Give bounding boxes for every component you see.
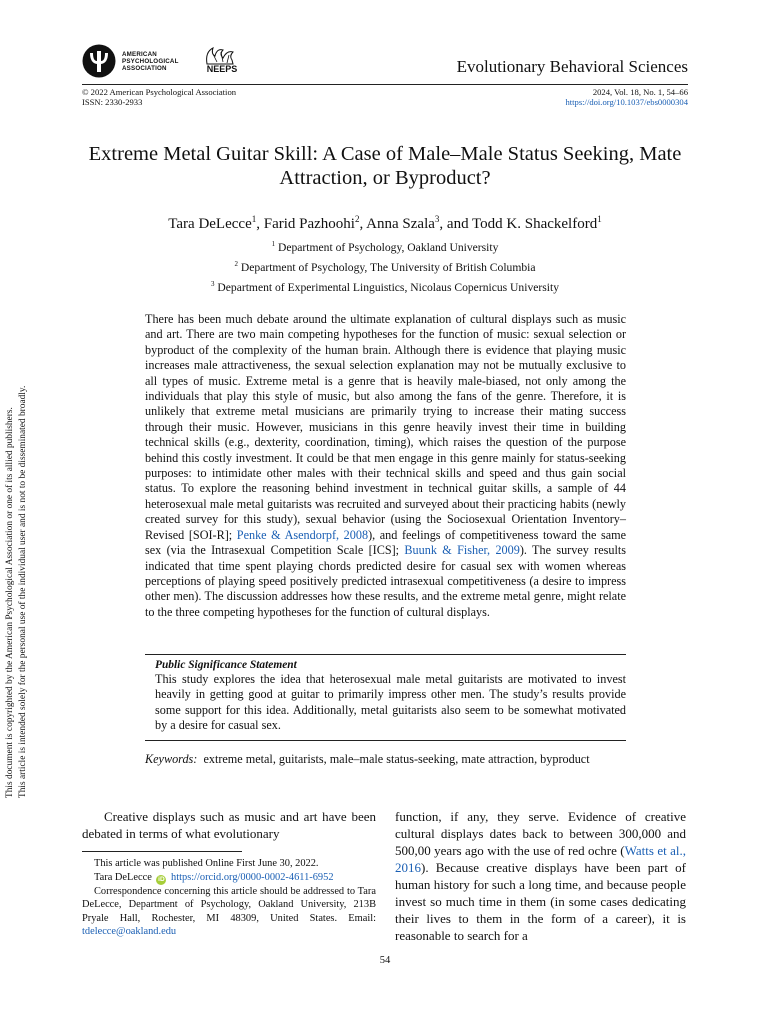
page-number: 54: [379, 955, 391, 966]
journal-name: Evolutionary Behavioral Sciences: [456, 57, 688, 76]
orcid-icon[interactable]: iD: [158, 875, 165, 883]
copyright-line: © 2022 American Psychological Association: [82, 87, 237, 97]
correspondence-note: Correspondence concerning this article should be addressed to Tara DeLecce, Department of Psychology, Oakland University, 213B Pryale Hall, Rochester, MI 48309, United States. Email: tdelecce@oakland.edu: [82, 885, 376, 937]
affiliation-item: $^2$ Department of Psychology, The University of British Columbia: [234, 259, 536, 274]
public-significance-box: [145, 654, 626, 741]
author-list: Tara DeLecce$^1$, Farid Pazhoohi$^2$, Anna Szala$^3$, and Todd K. Shackelford$^1$: [168, 214, 602, 232]
header-copyright-block: [82, 87, 236, 107]
issn-line: ISSN: 2330-2933: [82, 97, 143, 107]
apa-psi-logo-icon: [82, 44, 116, 78]
author-affiliation-sup: 3: [434, 214, 440, 224]
author-affiliation-sup: 1: [597, 214, 602, 224]
abstract-text: There has been much debate around the ultimate explanation of cultural displays such as music and art. There are two main competing hypotheses for the function of music: sexual selection or byproduct of the complexity of the human brain. Although there is evidence that playing music increases male attractiveness, the sexual selection explanation may not be mutually exclusive to all types of music. Extreme metal is a genre that is heavily male-biased, not only among the individuals that play this style of music, but also among the fans of the genre. Therefore, it is unlikely that extreme metal musicians are primarily trying to increase their mating success through their music. However, musicians in this genre heavily invest their time in building technical skills (e.g., dexterity, coordination, timing), which raises the question of the purpose behind this costly investment. It could be that men engage in this genre mainly for status-seeking purposes: to intimidate other males with their technical skills and speed and thus gain social status. To explore the reasoning behind investment in technical guitar skills, a sample of 44 heterosexual male metal guitarists was recruited and surveyed about their practicing habits (newly created survey for this study), sexual behavior (using the Sociosexual Orientation Inventory–Revised [SOI-R]; Penke & Asendorpf, 2008), and feelings of competitiveness toward the same sex (via the Intrasexual Competition Scale [ICS]; Buunk & Fisher, 2009). The survey results indicated that time spent playing chords predicted desire for casual sex with women whereas perceptions of playing speed positively predicted intrasexual competitiveness (a desire to impress other men). The discussion addresses how these results, and the extreme metal genre, might relate to the three competing hypotheses for the function of cultural displays.: [145, 312, 626, 619]
citation-line: 2024, Vol. 18, No. 1, 54–66: [592, 87, 688, 97]
neeps-logo-text: NEEPS: [206, 64, 238, 74]
citation-link[interactable]: Penke & Asendorpf, 2008: [236, 527, 369, 542]
header-citation-block: [565, 87, 688, 107]
footnote-divider: [82, 851, 242, 852]
side-notice-line-2: This article is intended solely for the personal use of the individual user and is not to be disseminated broadly.: [18, 385, 28, 798]
copyright-side-notice: [4, 328, 30, 798]
keywords-text: extreme metal, guitarists, male–male status-seeking, mate attraction, byproduct: [203, 752, 590, 766]
citation-link[interactable]: Watts et al., 2016: [395, 843, 686, 875]
orcid-note: Tara DeLecce iD https://orcid.org/0000-0002-4611-6952: [94, 871, 334, 883]
apa-logo: [82, 44, 188, 78]
neeps-logo: [199, 44, 245, 74]
body-paragraph: function, if any, they serve. Evidence of creative cultural displays dates back to between 300,000 and 500,00 years ago with the use of red ochre (Watts et al., 2016). Because creative displays have been part of human history for such a long time, and because people invest so much time in them (in some cases dedicating their lives to them in the form of a career), it is reasonable to search for a: [395, 809, 686, 943]
keywords: [145, 752, 626, 767]
body-column-left: [82, 808, 376, 842]
published-note: This article was published Online First June 30, 2022.: [94, 858, 319, 869]
affiliation-item: $^3$ Department of Experimental Linguistics, Nicolaus Copernicus University: [210, 279, 560, 294]
email-link[interactable]: tdelecce@oakland.edu: [82, 926, 177, 937]
author-affiliation-sup: 2: [354, 214, 360, 224]
author-name: Anna Szala: [366, 216, 435, 232]
keywords-label: Keywords:: [145, 752, 198, 766]
author-name: Farid Pazhoohi: [263, 216, 355, 232]
affiliation-list: [60, 236, 710, 296]
author-affiliation-sup: 1: [251, 214, 257, 224]
author-note: [82, 857, 376, 939]
abstract: [145, 312, 626, 620]
side-notice-line-1: This document is copyrighted by the American Psychological Association or one of its allied publishers.: [5, 407, 15, 798]
affiliation-item: $^1$ Department of Psychology, Oakland University: [271, 240, 499, 254]
orcid-link[interactable]: https://orcid.org/0000-0002-4611-6952: [171, 871, 334, 883]
author-name: Tara DeLecce: [168, 216, 252, 232]
author-name: Todd K. Shackelford: [472, 216, 598, 232]
body-paragraph: Creative displays such as music and art have been debated in terms of what evolutionary: [82, 809, 376, 841]
doi-link[interactable]: https://doi.org/10.1037/ebs0000304: [565, 97, 688, 107]
significance-title: Public Significance Statement: [155, 659, 297, 671]
apa-logo-text: AMERICAN PSYCHOLOGICAL ASSOCIATION: [122, 50, 179, 72]
header-divider: [82, 84, 688, 85]
citation-link[interactable]: Buunk & Fisher, 2009: [404, 543, 520, 558]
significance-body: This study explores the idea that heterosexual male metal guitarists are motivated to invest heavily in getting good at guitar to primarily impress other men. The study’s results provide some support for this idea. Additionally, metal guitarists also seem to be somewhat motivated by a desire for casual sex.: [155, 672, 626, 733]
article-title: Extreme Metal Guitar Skill: A Case of Male–Male Status Seeking, Mate Attraction, or Byproduct?: [88, 143, 682, 189]
body-column-right: [395, 808, 686, 944]
